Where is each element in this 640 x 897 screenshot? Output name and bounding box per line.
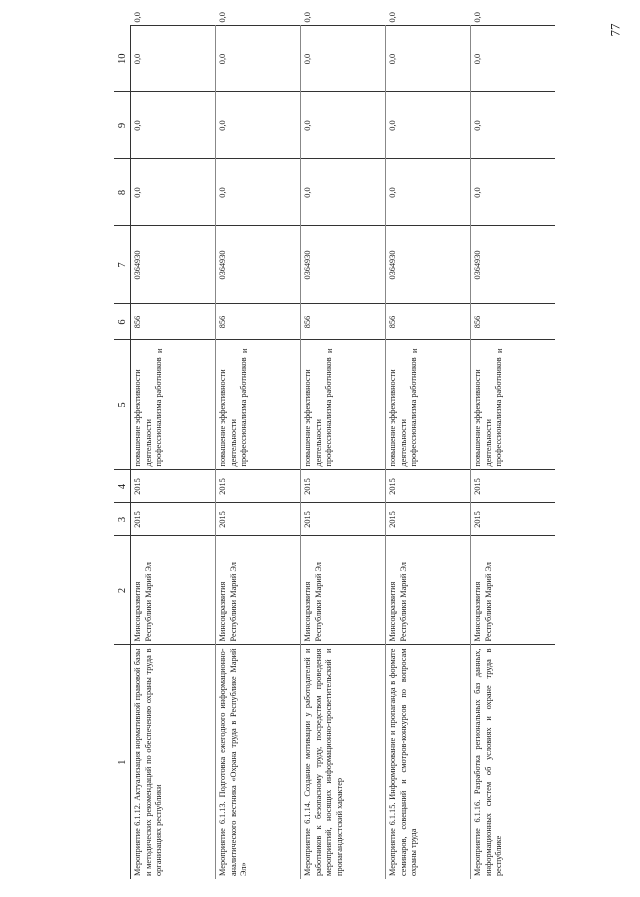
executor-cell: Минсоцразвития Республики Марий Эл (471, 536, 556, 645)
result-text: повышение эффективности деятельности профессионализма работников (388, 357, 418, 467)
value-2015-cell: 0,0 (471, 159, 556, 226)
column-header: 6 (114, 304, 131, 340)
end-year-cell: 2015 (216, 470, 301, 503)
table-row: Мероприятие 6.1.14. Создание мотивации у работодателей и работников к безопасному труду, посредством проведения мероприятий, носящих информационно-просветительский и пропагандистский характер Минсоцразвития Республики Марий Эл 2015 2015 повышение эффективности деятельности профессионализма работников и 856 0364930 0,0 0,0 0,0 0,0 (301, 26, 386, 879)
grbs-cell: 856 (386, 304, 471, 340)
value-2017-cell: 0,0 (471, 26, 556, 92)
value-2015-cell: 0,0 (216, 159, 301, 226)
csr-cell: 0364930 (386, 226, 471, 304)
value-2015-cell: 0,0 (386, 159, 471, 226)
column-header: 7 (114, 226, 131, 304)
value-2016-cell: 0,0 (301, 92, 386, 159)
value-2015-cell: 0,0 (131, 159, 216, 226)
table-container (114, 12, 640, 879)
result-cell (216, 340, 301, 470)
column-header: 3 (114, 503, 131, 536)
result-and: и (495, 348, 504, 353)
result-cell (301, 340, 386, 470)
result-text: повышение эффективности деятельности профессионализма работников (218, 357, 248, 467)
end-year-cell: 2015 (386, 470, 471, 503)
measure-cell: Мероприятие 6.1.14. Создание мотивации у работодателей и работников к безопасному труду, посредством проведения мероприятий, носящих информационно-просветительский и пропагандистский характер (301, 645, 386, 879)
executor-cell: Минсоцразвития Республики Марий Эл (301, 536, 386, 645)
measure-cell: Мероприятие 6.1.16. Разработка региональных баз данных, информационных систем об условиях и охране труда в республике (473, 648, 503, 876)
grbs-cell: 856 (471, 304, 556, 340)
table-row: Мероприятие 6.1.15. Информирование и пропаганда в формате семинаров, совещаний и смотров-конкурсов по вопросам охраны труда Минсоцразвития Республики Марий Эл 2015 2015 повышение эффективности деятельности профессионализма работников и 856 0364930 0,0 0,0 0,0 0,0 (386, 26, 471, 879)
start-year-cell: 2015 (386, 503, 471, 536)
table-row: Мероприятие 6.1.12. Актуализация нормативной правовой базы и методических рекомендаций по обеспечению охраны труда в организациях республики Минсоцразвития Республики Марий Эл 2015 2015 повышение эффективности деятельности профессионализма работников и 856 0364930 0,0 0,0 0,0 0,0 (131, 26, 216, 879)
csr-cell: 0364930 (216, 226, 301, 304)
value-2015-cell: 0,0 (301, 159, 386, 226)
page-number: 77 (607, 23, 623, 37)
start-year-cell: 2015 (471, 503, 556, 536)
column-header: 10 (114, 26, 131, 92)
column-header: 4 (114, 470, 131, 503)
start-year-cell: 2015 (301, 503, 386, 536)
result-and: и (325, 348, 334, 353)
executor-cell: Минсоцразвития Республики Марий Эл (216, 536, 301, 645)
grbs-cell: 856 (131, 304, 216, 340)
measure-cell: Мероприятие 6.1.12. Актуализация нормативной правовой базы и методических рекомендаций по обеспечению охраны труда в организациях республики (131, 645, 216, 879)
csr-cell: 0364930 (131, 226, 216, 304)
column-header: 9 (114, 92, 131, 159)
result-and: и (155, 348, 164, 353)
grbs-cell: 856 (216, 304, 301, 340)
csr-cell: 0364930 (301, 226, 386, 304)
value-2017-cell: 0,0 (386, 26, 471, 92)
column-header: 8 (114, 159, 131, 226)
result-and: и (240, 348, 249, 353)
table-row: Мероприятие 6.1.13. Подготовка ежегодного информационно-аналитического вестника «Охрана труда в Республике Марий Эл» Минсоцразвития Республики Марий Эл 2015 2015 повышение эффективности деятельности профессионализма работников и 856 0364930 0,0 0,0 0,0 0,0 (216, 26, 301, 879)
measure-cell: Мероприятие 6.1.13. Подготовка ежегодного информационно-аналитического вестника «Охрана труда в Республике Марий Эл» (216, 645, 301, 879)
value-2017-cell: 0,0 (301, 26, 386, 92)
csr-cell: 0364930 (471, 226, 556, 304)
column-header: 2 (114, 536, 131, 645)
end-year-cell: 2015 (131, 470, 216, 503)
result-and: и (410, 348, 419, 353)
value-2016-cell: 0,0 (386, 92, 471, 159)
header-row (114, 26, 131, 879)
measure-cell: Мероприятие 6.1.15. Информирование и пропаганда в формате семинаров, совещаний и смотров-конкурсов по вопросам охраны труда (386, 645, 471, 879)
column-header: 1 (114, 645, 131, 879)
measures-table (114, 12, 555, 879)
value-2016-cell: 0,0 (216, 92, 301, 159)
column-header: 5 (114, 340, 131, 470)
value-2016-cell: 0,0 (131, 92, 216, 159)
value-2017-cell: 0,0 (131, 26, 216, 92)
end-year-cell: 2015 (471, 470, 556, 503)
start-year-cell: 2015 (216, 503, 301, 536)
table-row: Мероприятие 6.1.16. Разработка региональных баз данных, информационных систем об условиях и охране труда в республике Минсоцразвития Республики Марий Эл 2015 2015 повышение эффективности деятельности профессионализма работников и 856 0364930 0,0 0,0 0,0 0,0 (471, 26, 556, 879)
result-text: повышение эффективности деятельности профессионализма работников (303, 357, 333, 467)
result-text: повышение эффективности деятельности профессионализма работников (473, 357, 503, 467)
end-year-cell: 2015 (301, 470, 386, 503)
result-cell (471, 340, 556, 470)
start-year-cell: 2015 (131, 503, 216, 536)
result-cell (131, 340, 216, 470)
value-2017-cell: 0,0 (216, 26, 301, 92)
result-cell (386, 340, 471, 470)
executor-cell: Минсоцразвития Республики Марий Эл (386, 536, 471, 645)
value-2016-cell: 0,0 (471, 92, 556, 159)
grbs-cell: 856 (301, 304, 386, 340)
result-text: повышение эффективности деятельности профессионализма работников (133, 357, 163, 467)
executor-cell: Минсоцразвития Республики Марий Эл (131, 536, 216, 645)
